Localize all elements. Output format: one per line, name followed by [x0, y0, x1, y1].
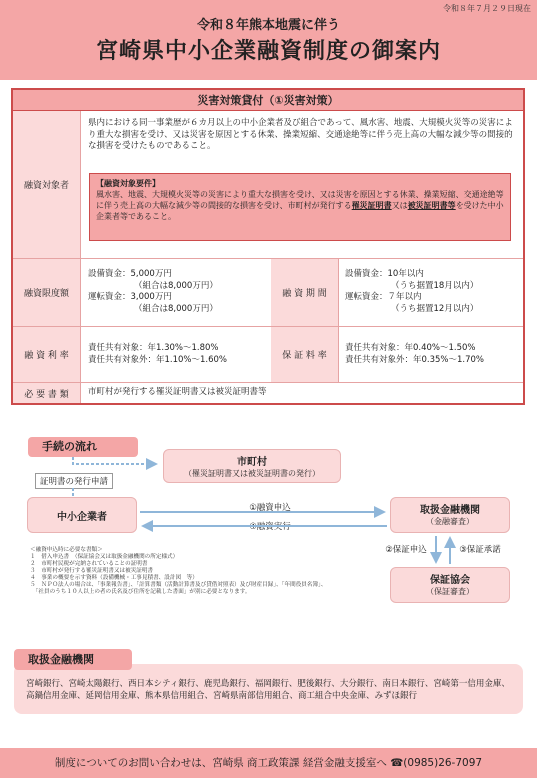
bank-box [390, 497, 510, 533]
note-line: ＜融資申込時に必要な書類＞ [30, 547, 103, 553]
requirements-title: 【融資対象要件】 [96, 179, 160, 188]
page-subtitle: 令和８年熊本地震に伴う [196, 18, 340, 33]
sme-name: 中小企業者 [57, 512, 107, 523]
period-label: 融 資 期 間 [271, 259, 339, 326]
requirements-box [89, 173, 511, 241]
limit-line: （組合は8,000万円） [134, 280, 218, 291]
guarantee-label: 保 証 料 率 [271, 327, 339, 382]
guarantee-values [345, 343, 484, 366]
period-values [345, 269, 478, 315]
banks-line: 宮崎銀行、宮崎太陽銀行、西日本シティ銀行、鹿児島銀行、福岡銀行、肥後銀行、大分銀行、南日本銀行、宮崎第一信用金庫、 [26, 679, 510, 689]
target-label: 融資対象者 [13, 111, 81, 258]
banks-line: 高鍋信用金庫、延岡信用金庫、熊本県信用組合、宮崎県南部信用組合、商工組合中央金庫、みずほ銀行 [26, 691, 418, 701]
note-line: ２ 市町村民税が完納されていることの証明書 [30, 561, 148, 567]
sme-box [27, 497, 137, 533]
period-line: 設備資金：10年以内 [345, 269, 424, 279]
target-row [13, 111, 523, 259]
rate-values [88, 343, 227, 366]
rate-line: 責任共有対象：年1.30%～1.80% [88, 343, 219, 353]
note-line: ５ ＮＰＯ法人の場合は、「事業報告書」、「計算書類（活動計算書及び貸借対照表）及び財産目録」、「年間役員名簿」、 [30, 582, 327, 588]
docs-row [13, 383, 523, 403]
period-line: （うち据置18月以内） [391, 280, 479, 291]
guarantee-line: 責任共有対象外：年0.35%～1.70% [345, 354, 485, 365]
as-of-date: 令和８年７月２９日現在 [443, 4, 531, 13]
flow-title: 手続の流れ [28, 437, 138, 457]
loan-details-table [11, 88, 525, 405]
cert-application-tag: 証明書の発行申請 [35, 473, 113, 489]
bank-name: 取扱金融機関 [420, 505, 480, 516]
header-banner [0, 0, 537, 80]
target-text: 県内における同一事業歴が６カ月以上の中小企業者及び組合であって、風水害、地震、大規模火災等の災害により重大な損害を受け、又は災害を原因とする休業、操業短縮、交通途絶等に伴う売上高の大幅な減少等の間接的な損害を受けたものであること。 [88, 118, 513, 151]
section-title: 災害対策貸付（①災害対策） [13, 90, 523, 111]
rate-line: 責任共有対象外：年1.10%～1.60% [88, 354, 228, 365]
period-line: （うち据置12月以内） [391, 303, 479, 314]
step-loan-application: ①融資申込 [249, 503, 291, 513]
limit-line: 運転資金：3,000万円 [88, 292, 172, 302]
period-line: 運転資金：７年以内 [345, 292, 422, 302]
note-line: ４ 事業の概要を示す資料（設備機械・工事見積書、設計図 等） [30, 575, 198, 581]
city-box [163, 449, 341, 483]
limit-label: 融資限度額 [13, 259, 81, 326]
arrow-cert-request [73, 457, 156, 464]
limit-period-row [13, 259, 523, 327]
limit-line: 設備資金：5,000万円 [88, 269, 172, 279]
note-line: 「社員のうち１０人以上の者の氏名及び住所を記載した書面」が別に必要となります。 [30, 589, 251, 595]
page-title: 宮崎県中小企業融資制度の御案内 [95, 39, 441, 64]
limit-values [88, 269, 218, 315]
association-name: 保証協会 [430, 575, 470, 586]
step-guarantee-application: ②保証申込 [385, 545, 427, 555]
city-name: 市町村 [237, 457, 267, 468]
bank-sub: （金融審査） [426, 517, 474, 526]
banks-title: 取扱金融機関 [14, 649, 132, 670]
requirements-text: 風水害、地震、大規模火災等の災害により重大な損害を受け、又は災害を原因とする休業、操業短縮、交通途絶等に伴う売上高の大幅な減少等の間接的な損害を受け、市町村が発行する罹災証明書又は被災証明書等を受けた中小企業者等であること。 [96, 190, 504, 221]
docs-text: 市町村が発行する罹災証明書又は被災証明書等 [88, 387, 267, 397]
step-loan-execution: ④融資実行 [249, 522, 291, 532]
note-line: １ 借入申込書 （保証協会又は取扱金融機関の所定様式） [30, 554, 179, 560]
guarantee-line: 責任共有対象：年0.40%～1.50% [345, 343, 476, 353]
contact-footer: 制度についてのお問い合わせは、宮崎県 商工政策課 経営金融支援室へ ☎(0985)26-7097 [0, 748, 537, 778]
limit-line: （組合は8,000万円） [134, 303, 218, 314]
rate-label: 融 資 利 率 [13, 327, 81, 382]
note-line: ３ 市町村が発行する罹災証明書又は被災証明書 [30, 568, 154, 574]
step-guarantee-approval: ③保証承諾 [459, 545, 501, 555]
docs-label: 必 要 書 類 [13, 383, 81, 403]
banks-list [14, 664, 523, 714]
city-sub: （罹災証明書又は被災証明書の発行） [184, 469, 320, 478]
required-documents-notes [30, 547, 410, 596]
rate-row [13, 327, 523, 383]
association-sub: （保証審査） [426, 587, 474, 596]
